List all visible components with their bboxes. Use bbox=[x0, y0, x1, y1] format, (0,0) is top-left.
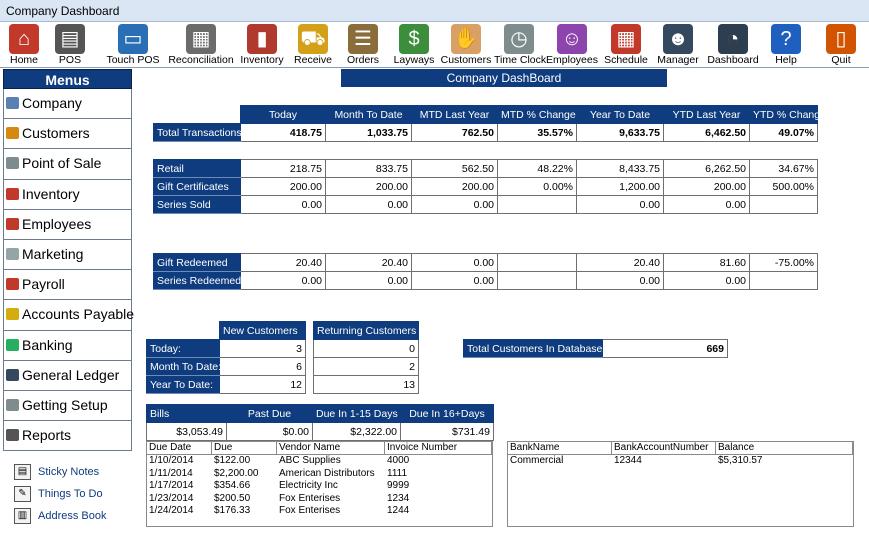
toolbar-manager-button[interactable] bbox=[654, 22, 702, 68]
bills-list[interactable] bbox=[146, 441, 493, 527]
list-cell: 4000 bbox=[387, 455, 410, 466]
metric-value: 0.00 bbox=[412, 196, 498, 214]
dashboard-title: Company DashBoard bbox=[341, 69, 667, 87]
customer-count-row bbox=[147, 376, 419, 394]
metric-value: 20.40 bbox=[326, 254, 412, 272]
metric-label: Gift Certificates bbox=[154, 178, 241, 196]
main-toolbar bbox=[0, 22, 869, 68]
sidebar-item-point-of-sale[interactable] bbox=[3, 149, 132, 179]
metric-value: 9,633.75 bbox=[577, 124, 664, 142]
metric-value: 200.00 bbox=[241, 178, 326, 196]
metric-row bbox=[154, 196, 818, 214]
column-header: Today bbox=[241, 106, 326, 124]
sidebar-item-label: Point of Sale bbox=[22, 155, 102, 172]
toolbar-touch-pos-button[interactable] bbox=[104, 22, 162, 68]
metric-value: 200.00 bbox=[664, 178, 750, 196]
list-cell: $200.50 bbox=[214, 492, 251, 504]
sidebar-item-label: Accounts Payable bbox=[22, 306, 135, 323]
toolbar-orders-button[interactable] bbox=[342, 22, 384, 68]
sidebar-item-employees[interactable] bbox=[3, 210, 132, 240]
new-customers-value: 3 bbox=[220, 340, 306, 358]
inventory-book-icon: ▮ bbox=[247, 24, 277, 54]
toolbar-reconciliation-button[interactable] bbox=[168, 22, 234, 68]
toolbar-label: Help bbox=[775, 54, 797, 66]
address-book-icon: ▥ bbox=[14, 508, 31, 524]
company-icon bbox=[6, 97, 19, 109]
list-column-header[interactable]: Invoice Number bbox=[385, 442, 492, 454]
toolbar-employees-button[interactable] bbox=[546, 22, 598, 68]
banking-icon bbox=[6, 339, 19, 351]
reports-icon bbox=[6, 429, 19, 441]
bills-value: $2,322.00 bbox=[313, 423, 401, 441]
setup-icon bbox=[6, 399, 19, 411]
gauge-icon: ◔ bbox=[718, 24, 748, 54]
toolbar-label: Employees bbox=[546, 54, 598, 66]
bills-summary-table bbox=[146, 404, 494, 441]
metric-value: 562.50 bbox=[412, 160, 498, 178]
column-header: YTD % Change bbox=[750, 106, 818, 124]
header-spacer bbox=[147, 322, 220, 340]
toolbar-home-button[interactable] bbox=[2, 22, 46, 68]
list-column-header[interactable]: Balance bbox=[716, 442, 853, 454]
quick-link-address-book[interactable] bbox=[14, 506, 106, 526]
metric-value bbox=[498, 254, 577, 272]
column-header: MTD Last Year bbox=[412, 106, 498, 124]
column-header: YTD Last Year bbox=[664, 106, 750, 124]
metric-value bbox=[498, 196, 577, 214]
inventory-icon bbox=[6, 188, 19, 200]
metric-value: 0.00 bbox=[412, 254, 498, 272]
toolbar-quit-button[interactable] bbox=[814, 22, 868, 68]
metric-value bbox=[750, 272, 818, 290]
list-cell: $122.00 bbox=[214, 455, 251, 466]
metric-value: 1,200.00 bbox=[577, 178, 664, 196]
metric-value: 0.00 bbox=[241, 196, 326, 214]
list-item[interactable] bbox=[147, 505, 492, 518]
toolbar-pos-button[interactable] bbox=[50, 22, 90, 68]
metric-row bbox=[154, 124, 818, 142]
metric-label: Series Sold bbox=[154, 196, 241, 214]
metric-value: 833.75 bbox=[326, 160, 412, 178]
list-cell: Fox Enterises bbox=[279, 492, 341, 504]
metric-row bbox=[154, 254, 818, 272]
toolbar-label: Orders bbox=[346, 54, 380, 66]
metric-value: 49.07% bbox=[750, 124, 818, 142]
metric-value: 200.00 bbox=[326, 178, 412, 196]
payroll-icon bbox=[6, 278, 19, 290]
bills-value: $0.00 bbox=[227, 423, 313, 441]
sidebar-item-marketing[interactable] bbox=[3, 240, 132, 270]
forklift-icon: ⛟ bbox=[298, 24, 328, 54]
customer-header-row bbox=[147, 322, 419, 340]
sidebar-item-inventory[interactable] bbox=[3, 180, 132, 210]
touch-screen-icon: ▭ bbox=[118, 24, 148, 54]
list-cell: American Distributors bbox=[279, 467, 375, 479]
list-column-header[interactable]: Vendor Name bbox=[277, 442, 385, 454]
toolbar-label: Inventory bbox=[240, 54, 284, 66]
sidebar-item-label: Company bbox=[22, 95, 82, 111]
header-spacer bbox=[154, 106, 241, 124]
metric-row bbox=[154, 160, 818, 178]
sidebar-item-payroll[interactable] bbox=[3, 270, 132, 300]
bills-header: Past Due bbox=[227, 405, 313, 423]
orders-clipboard-icon: ☰ bbox=[348, 24, 378, 54]
metric-value: 1,033.75 bbox=[326, 124, 412, 142]
column-gap bbox=[306, 340, 314, 358]
employees-icon bbox=[6, 218, 19, 230]
bills-value: $3,053.49 bbox=[147, 423, 227, 441]
column-gap bbox=[306, 358, 314, 376]
total-transactions-table bbox=[153, 105, 826, 142]
list-column-header[interactable]: Due Date bbox=[147, 442, 212, 454]
period-label: Today: bbox=[147, 340, 220, 358]
quick-link-label: Things To Do bbox=[38, 488, 103, 500]
sidebar-item-general-ledger[interactable] bbox=[3, 361, 132, 391]
bills-header: Due In 16+Days bbox=[401, 405, 494, 423]
employees-icon: ☺ bbox=[557, 24, 587, 54]
sidebar-item-label: Banking bbox=[22, 336, 73, 353]
metric-value: 762.50 bbox=[412, 124, 498, 142]
metric-value: 0.00 bbox=[412, 272, 498, 290]
list-cell: $2,200.00 bbox=[214, 467, 259, 479]
list-header bbox=[508, 442, 853, 455]
sticky-note-icon: ▤ bbox=[14, 464, 31, 480]
metric-value: 34.67% bbox=[750, 160, 818, 178]
metric-label: Total Transactions bbox=[154, 124, 241, 142]
cart-icon bbox=[6, 157, 19, 169]
sidebar-item-label: Inventory bbox=[22, 185, 80, 202]
toolbar-help-button[interactable] bbox=[764, 22, 808, 68]
metric-value: 0.00 bbox=[577, 196, 664, 214]
help-icon: ? bbox=[771, 24, 801, 54]
metric-value: 35.57% bbox=[498, 124, 577, 142]
sidebar-item-company[interactable] bbox=[3, 89, 132, 119]
toolbar-inventory-button[interactable] bbox=[236, 22, 288, 68]
metric-value: -75.00% bbox=[750, 254, 818, 272]
toolbar-label: Layways bbox=[393, 54, 435, 66]
list-cell: Fox Enterises bbox=[279, 505, 341, 517]
period-label: Month To Date: bbox=[147, 358, 220, 376]
toolbar-schedule-button[interactable] bbox=[602, 22, 650, 68]
sales-breakdown-table bbox=[153, 159, 818, 214]
list-cell: 9999 bbox=[387, 480, 410, 492]
toolbar-label: POS bbox=[58, 54, 82, 66]
bills-value-row bbox=[147, 423, 494, 441]
calendar-icon: ▦ bbox=[611, 24, 641, 54]
sidebar-item-label: Payroll bbox=[22, 276, 65, 293]
list-cell: Electricity Inc bbox=[279, 480, 338, 492]
metric-value: 0.00 bbox=[664, 272, 750, 290]
sidebar-item-reports[interactable] bbox=[3, 421, 132, 451]
toolbar-label: Customers bbox=[440, 54, 492, 66]
bills-header-row bbox=[147, 405, 494, 423]
accounts-payable-icon bbox=[6, 308, 19, 320]
metric-value: 0.00 bbox=[577, 272, 664, 290]
window-title: Company Dashboard bbox=[0, 0, 869, 22]
customer-count-row bbox=[147, 358, 419, 376]
column-header-row bbox=[154, 106, 818, 124]
metric-label: Gift Redeemed bbox=[154, 254, 241, 272]
total-customers-value: 669 bbox=[603, 340, 728, 358]
toolbar-label: Dashboard bbox=[707, 54, 759, 66]
list-column-header[interactable]: BankAccountNumber bbox=[612, 442, 716, 454]
metric-value: 8,433.75 bbox=[577, 160, 664, 178]
todo-icon: ✎ bbox=[14, 486, 31, 502]
customer-count-row bbox=[147, 340, 419, 358]
column-header: Year To Date bbox=[577, 106, 664, 124]
metric-value: 218.75 bbox=[241, 160, 326, 178]
list-item[interactable] bbox=[147, 468, 492, 481]
sidebar-item-banking[interactable] bbox=[3, 331, 132, 361]
header-spacer bbox=[306, 322, 314, 340]
toolbar-label: Reconciliation bbox=[168, 54, 234, 66]
sidebar-item-label: Getting Setup bbox=[22, 396, 108, 413]
bills-value: $731.49 bbox=[401, 423, 494, 441]
metric-row bbox=[154, 178, 818, 196]
new-customers-header: New Customers bbox=[220, 322, 306, 340]
metric-value: 6,262.50 bbox=[664, 160, 750, 178]
list-cell: 1234 bbox=[387, 492, 410, 504]
list-column-header[interactable]: BankName bbox=[508, 442, 612, 454]
toolbar-label: Quit bbox=[831, 54, 851, 66]
column-header: Month To Date bbox=[326, 106, 412, 124]
list-cell: 1244 bbox=[387, 505, 410, 517]
toolbar-dashboard-button[interactable] bbox=[704, 22, 762, 68]
metric-value: 0.00 bbox=[241, 272, 326, 290]
metric-value: 200.00 bbox=[412, 178, 498, 196]
handshake-icon: ✋ bbox=[451, 24, 481, 54]
list-item[interactable] bbox=[508, 455, 853, 468]
new-customers-value: 6 bbox=[220, 358, 306, 376]
column-header: MTD % Change bbox=[498, 106, 577, 124]
ledger-icon bbox=[6, 369, 19, 381]
list-cell: 1/11/2014 bbox=[149, 467, 193, 479]
list-item[interactable] bbox=[147, 455, 492, 468]
cash-register-icon: ▤ bbox=[55, 24, 85, 54]
marketing-icon bbox=[6, 248, 19, 260]
exit-door-icon: ▯ bbox=[826, 24, 856, 54]
returning-customers-value: 2 bbox=[314, 358, 419, 376]
total-customers-table bbox=[463, 339, 728, 358]
sidebar-item-label: Reports bbox=[22, 427, 72, 444]
period-label: Year To Date: bbox=[147, 376, 220, 394]
toolbar-customers-button[interactable] bbox=[440, 22, 492, 68]
clock-icon: ◷ bbox=[504, 24, 534, 54]
metric-value bbox=[750, 196, 818, 214]
quick-link-sticky-notes[interactable] bbox=[14, 462, 99, 482]
sidebar-item-label: General Ledger bbox=[22, 366, 120, 383]
list-cell: 12344 bbox=[614, 455, 642, 466]
customer-counts-table bbox=[146, 321, 419, 394]
metric-value: 500.00% bbox=[750, 178, 818, 196]
redeemed-table bbox=[153, 253, 818, 290]
list-cell: 1111 bbox=[387, 467, 408, 479]
sidebar-item-getting-setup[interactable] bbox=[3, 391, 132, 421]
returning-customers-value: 0 bbox=[314, 340, 419, 358]
metric-value: 20.40 bbox=[241, 254, 326, 272]
toolbar-label: Touch POS bbox=[106, 54, 160, 66]
sidebar-item-customers[interactable] bbox=[3, 119, 132, 149]
toolbar-label: Manager bbox=[657, 54, 699, 66]
sidebar-item-label: Customers bbox=[22, 125, 90, 142]
metric-value: 48.22% bbox=[498, 160, 577, 178]
metric-value bbox=[498, 272, 577, 290]
metric-value: 0.00 bbox=[664, 196, 750, 214]
metric-label: Series Redeemed bbox=[154, 272, 241, 290]
bills-header: Due In 1-15 Days bbox=[313, 405, 401, 423]
menus-header: Menus bbox=[3, 69, 132, 89]
bank-accounts-list[interactable] bbox=[507, 441, 854, 527]
list-cell: 1/10/2014 bbox=[149, 455, 194, 466]
sidebar-item-label: Employees bbox=[22, 215, 92, 232]
toolbar-receive-button[interactable] bbox=[292, 22, 334, 68]
metric-value: 0.00 bbox=[326, 196, 412, 214]
customers-icon bbox=[6, 127, 19, 139]
list-item[interactable] bbox=[147, 493, 492, 506]
metric-value: 6,462.50 bbox=[664, 124, 750, 142]
list-cell: ABC Supplies bbox=[279, 455, 341, 466]
sidebar-item-accounts-payable[interactable] bbox=[3, 300, 135, 330]
home-icon: ⌂ bbox=[9, 24, 39, 54]
metric-value: 20.40 bbox=[577, 254, 664, 272]
list-cell: Commercial bbox=[510, 455, 564, 466]
list-header bbox=[147, 442, 492, 455]
list-cell: 1/24/2014 bbox=[149, 505, 194, 517]
calculator-icon: ▦ bbox=[186, 24, 216, 54]
list-column-header[interactable]: Due bbox=[212, 442, 277, 454]
toolbar-layways-button[interactable] bbox=[390, 22, 438, 68]
sidebar-item-label: Marketing bbox=[22, 245, 84, 262]
bills-header: Bills bbox=[147, 405, 227, 423]
metric-label: Retail bbox=[154, 160, 241, 178]
toolbar-label: Schedule bbox=[604, 54, 648, 66]
metric-value: 0.00% bbox=[498, 178, 577, 196]
returning-customers-header: Returning Customers bbox=[314, 322, 419, 340]
list-cell: $176.33 bbox=[214, 505, 251, 517]
layaway-cash-icon: $ bbox=[399, 24, 429, 54]
list-cell: 1/17/2014 bbox=[149, 480, 194, 492]
new-customers-value: 12 bbox=[220, 376, 306, 394]
quick-link-label: Sticky Notes bbox=[38, 466, 100, 478]
manager-icon: ☻ bbox=[663, 24, 693, 54]
list-cell: $354.66 bbox=[214, 480, 251, 492]
metric-value: 81.60 bbox=[664, 254, 750, 272]
toolbar-label: Receive bbox=[294, 54, 332, 66]
quick-link-things-to-do[interactable] bbox=[14, 484, 103, 504]
quick-link-label: Address Book bbox=[38, 510, 107, 522]
toolbar-time-clock-button[interactable] bbox=[494, 22, 547, 68]
column-gap bbox=[306, 376, 314, 394]
metric-value: 418.75 bbox=[241, 124, 326, 142]
metric-value: 0.00 bbox=[326, 272, 412, 290]
metric-row bbox=[154, 272, 818, 290]
total-customers-label: Total Customers In Database: bbox=[464, 340, 603, 358]
toolbar-label: Home bbox=[9, 54, 38, 66]
list-item[interactable] bbox=[147, 480, 492, 493]
list-cell: 1/23/2014 bbox=[149, 492, 194, 504]
returning-customers-value: 13 bbox=[314, 376, 419, 394]
list-cell: $5,310.57 bbox=[718, 455, 763, 466]
toolbar-label: Time Clock bbox=[494, 54, 547, 66]
